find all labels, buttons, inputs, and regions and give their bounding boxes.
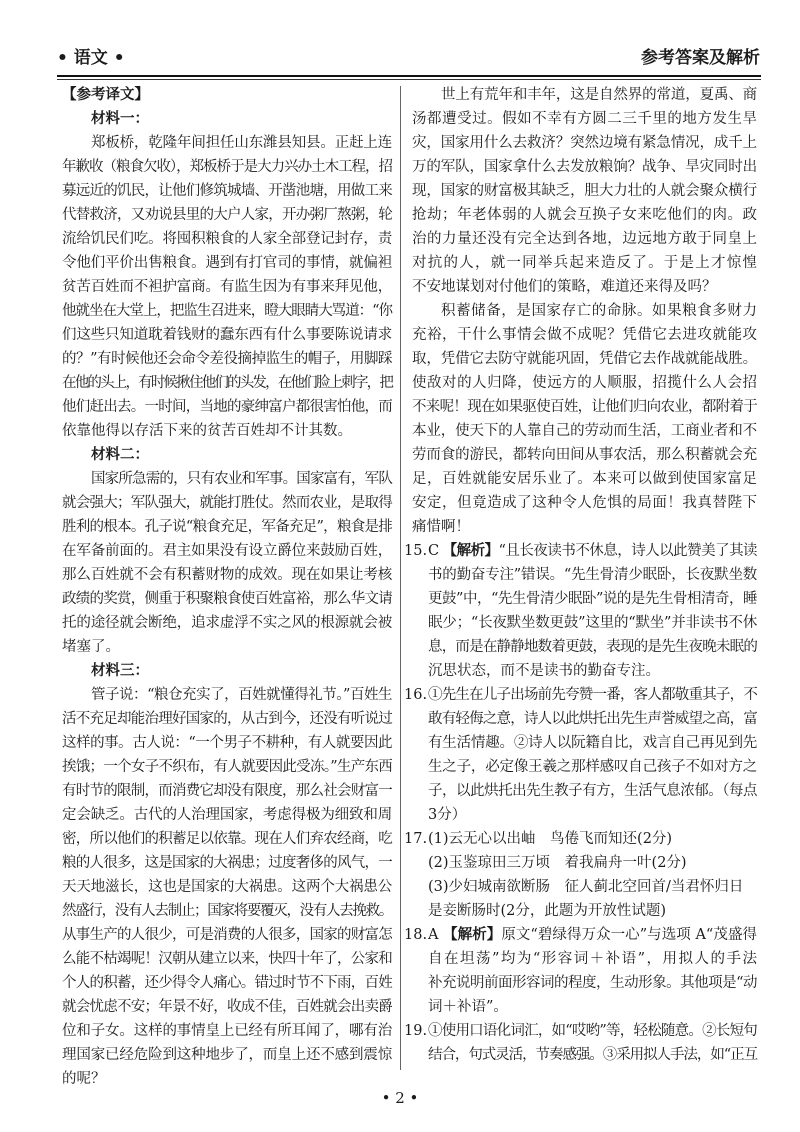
column-divider xyxy=(400,86,401,1070)
text-line: 理国家已经危险到这种地步了，而皇上还不感到震惊 xyxy=(62,1047,392,1063)
answer-text xyxy=(428,827,757,923)
text-line: 国家所急需的，只有农业和军事。国家富有，军队 xyxy=(91,471,392,487)
text-line: (2)玉鉴琼田三万顷 着我扁舟一叶(2分) xyxy=(428,855,687,871)
text-line: 补充说明前面形容词的程度，生动形象。其他项是“动 xyxy=(428,975,757,991)
text-line: 足，百姓就能安居乐业了。本来可以做到使国家富足 xyxy=(412,471,757,487)
text-line: 不来呢！现在如果驱使百姓，让他们归向农业，都附着于 xyxy=(412,399,757,415)
text-line: 胜利的根本。孔子说“粮食充足，军备充足”，粮食是排 xyxy=(62,519,392,535)
text-line: 郑板桥，乾隆年间担任山东潍县知县。正赶上连 xyxy=(91,135,392,151)
text-line: 万的军队，国家拿什么去发放粮饷？战争、旱灾同时出 xyxy=(412,159,757,175)
answer-text xyxy=(428,539,757,683)
text-line: (3)少妇城南欲断肠 征人蓟北空回首/当君怀归日 xyxy=(428,879,744,895)
text-line: 政绩的奖赏，侧重于积聚粮食使百姓富裕，那么华文请 xyxy=(62,591,392,607)
header-rule-thin xyxy=(57,79,761,80)
text-line: 现，国家的财富极其缺乏，胆大力壮的人就会聚众横行 xyxy=(412,183,757,199)
text-line: 流给饥民们吃。将囤积粮食的人家全部登记封存，责 xyxy=(62,231,392,247)
text-line: 灾，国家用什么去救济？突然边境有紧急情况，成千上 xyxy=(412,135,757,151)
text-line: 词＋补语”。 xyxy=(428,999,508,1015)
text-line: 3分） xyxy=(428,807,467,823)
text-line xyxy=(428,539,757,563)
text-line: 取，凭借它去防守就能巩固，凭借它去作战就能战胜。 xyxy=(412,351,757,367)
paragraph xyxy=(62,467,392,659)
text-line: 年歉收（粮食欠收），郑板桥于是大力兴办土木工程，招 xyxy=(62,159,392,175)
text-line: 天天地滋长，这也是国家的大祸患。这两个大祸患公 xyxy=(62,879,392,895)
answer-number: 19. xyxy=(404,1023,428,1039)
text-line: 汤都遭受过。假如不幸有方圆二三千里的地方发生旱 xyxy=(412,111,757,127)
text-line: 更鼓”中，“先生骨清少眠卧”说的是先生骨相清奇，睡 xyxy=(428,591,757,607)
text-line: 他们赶出去。一时间，当地的豪绅富户都很害怕他，而 xyxy=(62,399,392,415)
text-line: 书的勤奋专注”错误。“先生骨清少眠卧，长夜默坐数 xyxy=(428,567,757,583)
text-line: 他就坐在大堂上，把监生召进来，瞪大眼睛大骂道：“你 xyxy=(62,303,392,319)
text-line: 然盛行，没有人去制止；国家将要覆灭，没有人去挽救。 xyxy=(62,903,392,919)
answer-item xyxy=(404,1019,757,1067)
analysis-tag: 【解析】 xyxy=(442,542,499,559)
text-line: 就会强大；军队强大，就能打胜仗。然而农业，是取得 xyxy=(62,495,392,511)
material-label: 材料三： xyxy=(91,662,149,679)
page-title: 参考答案及解析 xyxy=(641,48,760,68)
text-line: 们这些只知道耽着钱财的蠢东西有什么事要陈说请求 xyxy=(62,327,392,343)
text-line: 就会忧虑不安；年景不好，收成不佳，百姓就会出卖爵 xyxy=(62,999,392,1015)
paragraph xyxy=(412,299,757,539)
answer-text xyxy=(428,1019,757,1067)
text-line: 的呢？ xyxy=(62,1071,106,1087)
text-segment: C xyxy=(428,543,443,559)
text-line: 令他们平价出售粮食。遇到有打官司的事情，就偏袒 xyxy=(62,255,392,271)
paragraph xyxy=(62,131,392,443)
answer-number: 15. xyxy=(404,543,428,559)
text-line: 活不充足却能治理好国家的，从古到今，还没有听说过 xyxy=(62,711,392,727)
paragraph xyxy=(62,683,392,1091)
section-heading: 【参考译文】 xyxy=(62,86,149,103)
text-segment: 原文“碧绿得万众一心”与选项 A“茂盛得 xyxy=(501,927,757,943)
text-line: 世上有荒年和丰年，这是自然界的常道，夏禹、商 xyxy=(441,87,757,103)
text-line: 贫苦百姓而不袒护富商。有监生因为有事来拜见他， xyxy=(62,279,392,295)
answer-item xyxy=(404,539,757,683)
text-line: 不安地谋划对付他们的策略，难道还来得及吗？ xyxy=(412,279,717,295)
text-line: 使敌对的人归降，使远方的人顺服，招揽什么人会招 xyxy=(412,375,757,391)
text-line: 依靠他得以存活下来的贫苦百姓却不计其数。 xyxy=(62,423,352,439)
analysis-tag: 【解析】 xyxy=(443,926,502,943)
text-line: 生之子，必定像王羲之那样感叹自己孩子不如对方之 xyxy=(428,759,757,775)
left-column xyxy=(62,83,392,1091)
text-line: (1)云无心以出岫 鸟倦飞而知还(2分) xyxy=(428,831,673,847)
paragraph xyxy=(412,83,757,299)
text-line: 劳而食的游民，都转向田间从事农活，那么积蓄就会充 xyxy=(412,447,757,463)
answer-text xyxy=(428,923,757,1019)
text-line: 抢劫；年老体弱的人就会互换子女来吃他们的肉。政 xyxy=(412,207,757,223)
text-line: 充裕，干什么事情会做不成呢？凭借它去进攻就能攻 xyxy=(412,327,757,343)
text-line: 粮的人很多，这是国家的大祸患；过度奢侈的风气，一 xyxy=(62,855,392,871)
right-column xyxy=(404,83,757,1067)
text-line: 眠少；“长夜默坐数更鼓”这里的“默坐”并非读书不休 xyxy=(428,615,757,631)
page-number: • 2 • xyxy=(381,1089,419,1107)
text-line: 这样的事。古人说：“一个男子不耕种，有人就要因此 xyxy=(62,735,392,751)
answer-number: 16. xyxy=(404,687,428,703)
answer-number: 17. xyxy=(404,831,428,847)
material-label: 材料二： xyxy=(91,446,149,463)
text-line: 募远近的饥民，让他们修筑城墙、开凿池塘，用做工来 xyxy=(62,183,392,199)
text-line: 位和子女。这样的事情皇上已经有所耳闻了，哪有治 xyxy=(62,1023,392,1039)
header-rule xyxy=(57,75,761,77)
text-line: 在他的头上，有时候揪住他们的头发，在他们脸上刺字，把 xyxy=(62,375,392,391)
text-line: 子，以此烘托出先生教子有方，生活气息浓郁。（每点 xyxy=(428,783,757,799)
text-line: 代替救济，又劝说县里的大户人家，开办粥厂熬粥，轮 xyxy=(62,207,392,223)
text-line: ①先生在儿子出场前先夸赞一番，客人都敬重其子，不 xyxy=(428,687,757,703)
text-segment: “且长夜读书不休息，诗人以此赞美了其读 xyxy=(498,543,757,559)
text-line: 堵塞了。 xyxy=(62,639,120,655)
text-line: 的？”有时候他还会命令差役摘掉监生的帽子，用脚踩 xyxy=(62,351,392,367)
answer-item xyxy=(404,683,757,827)
answer-item xyxy=(404,923,757,1019)
text-line: 敢有轻侮之意，诗人以此烘托出先生声誉威望之高，富 xyxy=(428,711,757,727)
text-line: 治的力量还没有完全达到各地，边远地方敢于同皇上 xyxy=(412,231,757,247)
text-line: 痛惜啊！ xyxy=(412,519,470,535)
text-line xyxy=(428,923,757,947)
text-line: ①使用口语化词汇，如“哎哟”等，轻松随意。②长短句 xyxy=(428,1023,757,1039)
text-line: 沉思状态，而不是读书的勤奋专注。 xyxy=(428,663,660,679)
text-line: 是妾断肠时(2分，此题为开放性试题) xyxy=(428,903,667,919)
text-line: 息，而是在静静地数着更鼓，表现的是先生夜晚未眠的 xyxy=(428,639,757,655)
text-line: 管子说：“粮仓充实了，百姓就懂得礼节。”百姓生 xyxy=(91,687,392,703)
text-line: 有生活情趣。②诗人以阮籍自比，戏言自己再见到先 xyxy=(428,735,757,751)
text-line: 在军备前面的。君主如果没有设立爵位来鼓励百姓， xyxy=(62,543,392,559)
text-line: 对抗的人，就一同举兵起来造反了。于是上才惊惶 xyxy=(412,255,757,271)
text-line: 挨饿；一个女子不织布，有人就要因此受冻。”生产东西 xyxy=(62,759,392,775)
text-line: 积蓄储备，是国家存亡的命脉。如果粮食多财力 xyxy=(441,303,757,319)
answer-text xyxy=(428,683,757,827)
text-line: 安定，但竟造成了这种令人危惧的局面！我真替陛下 xyxy=(412,495,757,511)
text-line: 从事生产的人很少，可是消费的人很多，国家的财富怎 xyxy=(62,927,392,943)
text-segment: A xyxy=(428,927,444,943)
answer-number: 18. xyxy=(404,927,428,943)
text-line: 那么百姓就不会有积蓄财物的成效。现在如果让考核 xyxy=(62,567,392,583)
text-line: 个人的积蓄，还少得令人痛心。错过时节不下雨，百姓 xyxy=(62,975,392,991)
text-line: 结合，句式灵活，节奏感强。③采用拟人手法，如“正互 xyxy=(428,1047,757,1063)
text-line: 定会缺乏。古代的人治理国家，考虑得极为细致和周 xyxy=(62,807,392,823)
text-line: 托的途径就会断绝，追求虚浮不实之风的根源就会被 xyxy=(62,615,392,631)
text-line: 本业，使天下的人靠自己的劳动而生活，工商业者和不 xyxy=(412,423,757,439)
text-line: 自在坦荡”均为“形容词＋补语”，用拟人的手法 xyxy=(428,951,757,967)
subject-label: • 语文 • xyxy=(57,48,125,68)
material-label: 材料一： xyxy=(91,110,149,127)
text-line: 密，所以他们的积蓄足以依靠。现在人们弃农经商，吃 xyxy=(62,831,392,847)
text-line: 么能不枯竭呢！汉朝从建立以来，快四十年了，公家和 xyxy=(62,951,392,967)
answer-item xyxy=(404,827,757,923)
text-line: 有时节的限制，而消费它却没有限度，那么社会财富一 xyxy=(62,783,392,799)
